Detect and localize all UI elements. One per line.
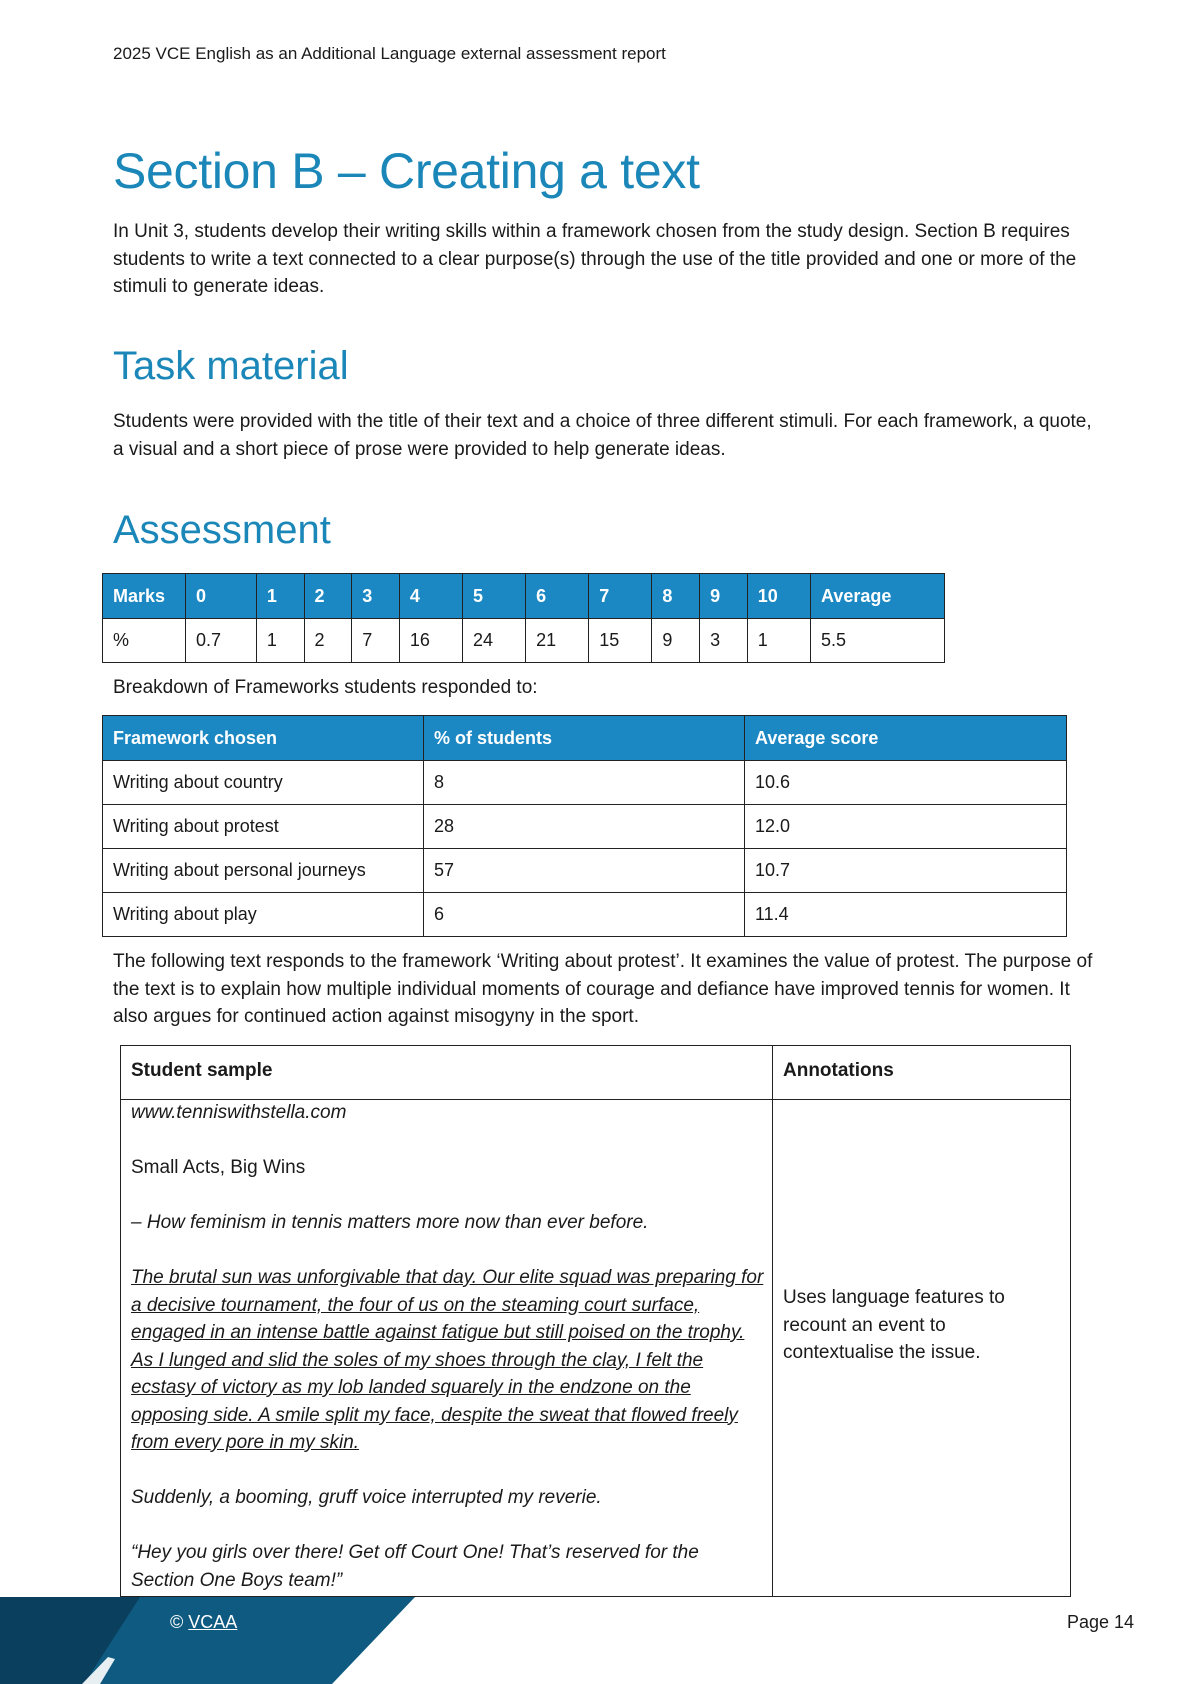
percent-cell: 9 [652, 619, 700, 663]
mark-header-cell: 8 [652, 574, 700, 619]
percent-cell: 21 [526, 619, 589, 663]
average-header-cell: Average [811, 574, 945, 619]
average-value-cell: 5.5 [811, 619, 945, 663]
framework-header-cell: Framework chosen [103, 716, 424, 761]
framework-score-cell: 10.6 [745, 761, 1067, 805]
percent-row [103, 619, 945, 663]
assessment-heading: Assessment [113, 508, 331, 552]
framework-score-cell: 10.7 [745, 849, 1067, 893]
sample-paragraph-underlined: The brutal sun was unforgivable that day. Our elite squad was preparing for a decisive tournament, the four of us on the steaming court surface, engaged in an intense battle against fatigue but still poised on the trophy. As I lunged and slid the soles of my shoes through the clay, I felt the ecstasy of victory as my lob landed squarely in the endzone on the opposing side. A smile split my face, despite the sweat that flowed freely from every pore in my skin. [131, 1267, 764, 1453]
footer-copyright [170, 1612, 237, 1633]
mark-header-cell: 7 [589, 574, 652, 619]
table-row [103, 805, 1067, 849]
mark-header-cell: 5 [463, 574, 526, 619]
mark-header-cell: 4 [399, 574, 462, 619]
sample-title: Small Acts, Big Wins [131, 1157, 306, 1178]
percent-cell: 15 [589, 619, 652, 663]
percent-cell: 0.7 [186, 619, 257, 663]
percent-cell: 3 [700, 619, 748, 663]
framework-header-row [103, 716, 1067, 761]
copyright-symbol: © [170, 1612, 184, 1632]
mark-header-cell: 9 [700, 574, 748, 619]
framework-name-cell: Writing about country [103, 761, 424, 805]
breakdown-label: Breakdown of Frameworks students responded to: [113, 677, 538, 698]
percent-cell: 16 [399, 619, 462, 663]
mark-header-cell: 10 [747, 574, 810, 619]
framework-header-cell: % of students [424, 716, 745, 761]
mark-header-cell: 0 [186, 574, 257, 619]
framework-header-cell: Average score [745, 716, 1067, 761]
framework-percent-cell: 8 [424, 761, 745, 805]
marks-header-row [103, 574, 945, 619]
percent-row-label: % [103, 619, 186, 663]
mark-header-cell: 2 [304, 574, 352, 619]
framework-percent-cell: 6 [424, 893, 745, 937]
table-row [103, 849, 1067, 893]
framework-score-cell: 11.4 [745, 893, 1067, 937]
task-material-heading: Task material [113, 344, 349, 388]
table-row [103, 761, 1067, 805]
framework-name-cell: Writing about play [103, 893, 424, 937]
percent-cell: 1 [747, 619, 810, 663]
annotation-text: Uses language features to recount an event to contextualise the issue. [783, 1287, 1005, 1363]
framework-percent-cell: 28 [424, 805, 745, 849]
page-number: Page 14 [1066, 1612, 1134, 1632]
framework-score-cell: 12.0 [745, 805, 1067, 849]
footer-slash-decoration [0, 1597, 415, 1684]
student-sample-text [131, 1099, 766, 1594]
percent-cell: 1 [256, 619, 304, 663]
framework-percent-cell: 57 [424, 849, 745, 893]
vcaa-link[interactable]: VCAA [188, 1612, 238, 1632]
marks-table [102, 573, 945, 663]
percent-cell: 7 [352, 619, 400, 663]
sample-url: www.tenniswithstella.com [131, 1102, 347, 1123]
student-sample-table [120, 1045, 1071, 1597]
framework-table [102, 715, 1067, 937]
percent-cell: 24 [463, 619, 526, 663]
percent-cell: 2 [304, 619, 352, 663]
intro-paragraph: In Unit 3, students develop their writing skills within a framework chosen from the study design. Section B requires students to write a text connected to a clear purpose(s) through the use of the title provided and one or more of the stimuli to generate ideas. [113, 221, 1077, 297]
framework-name-cell: Writing about personal journeys [103, 849, 424, 893]
sample-intro-paragraph: The following text responds to the framework ‘Writing about protest’. It examines the value of protest. The purpose of the text is to explain how multiple individual moments of courage and defiance have improved tennis for women. It also argues for continued action against misogyny in the sport. [113, 951, 1093, 1027]
sample-paragraph: Suddenly, a booming, gruff voice interrupted my reverie. [131, 1487, 602, 1508]
framework-name-cell: Writing about protest [103, 805, 424, 849]
sample-paragraph: “Hey you girls over there! Get off Court One! That’s reserved for the Section One Boys team!” [131, 1542, 699, 1591]
mark-header-cell: 6 [526, 574, 589, 619]
annotations-heading: Annotations [783, 1060, 894, 1081]
section-title: Section B – Creating a text [113, 143, 700, 199]
mark-header-cell: 3 [352, 574, 400, 619]
mark-header-cell: 1 [256, 574, 304, 619]
student-sample-heading: Student sample [131, 1060, 273, 1081]
column-divider [772, 1046, 773, 1596]
task-material-paragraph: Students were provided with the title of their text and a choice of three different stimuli. For each framework, a quote, a visual and a short piece of prose were provided to help generate ideas. [113, 411, 1092, 460]
report-header: 2025 VCE English as an Additional Language external assessment report [113, 44, 666, 63]
marks-header-label: Marks [103, 574, 186, 619]
table-row [103, 893, 1067, 937]
sample-subtitle: – How feminism in tennis matters more now than ever before. [131, 1212, 649, 1233]
